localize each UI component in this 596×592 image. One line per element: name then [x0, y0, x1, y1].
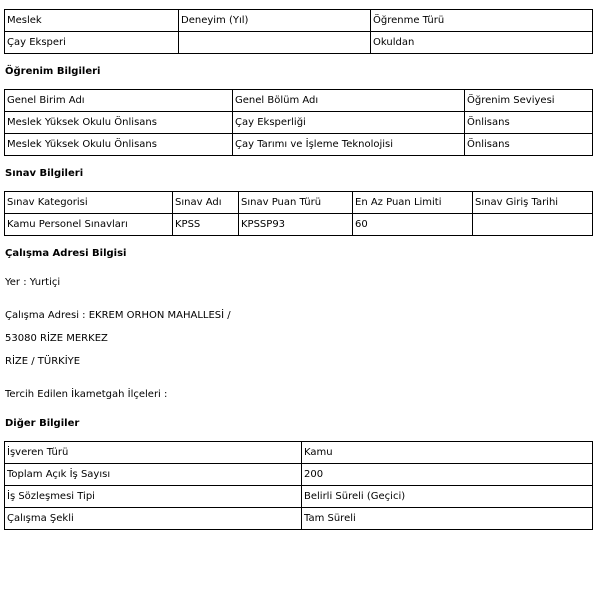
meslek-header: Meslek [5, 10, 179, 32]
table-cell: Çay Eksperliği [233, 112, 465, 134]
table-cell: Kamu Personel Sınavları [5, 214, 173, 236]
sinav-giris-tarihi-header: Sınav Giriş Tarihi [473, 192, 593, 214]
table-row [5, 112, 593, 134]
table-cell: 60 [353, 214, 473, 236]
table-cell: Belirli Süreli (Geçici) [302, 486, 593, 508]
table-cell: İş Sözleşmesi Tipi [5, 486, 302, 508]
job-detail-page [4, 9, 592, 530]
table-cell: Toplam Açık İş Sayısı [5, 464, 302, 486]
tercih-ilceler-text: Tercih Edilen İkametgah İlçeleri : [5, 389, 168, 400]
table-cell: Kamu [302, 442, 593, 464]
table-header-row [5, 90, 593, 112]
sinav-section-title: Sınav Bilgileri [5, 168, 84, 179]
sinav-table [4, 191, 593, 236]
meslek-value: Çay Eksperi [5, 32, 179, 54]
table-row [5, 508, 593, 530]
en-az-puan-header: En Az Puan Limiti [353, 192, 473, 214]
genel-bolum-header: Genel Bölüm Adı [233, 90, 465, 112]
deneyim-value [179, 32, 371, 54]
table-cell: KPSSP93 [239, 214, 353, 236]
sinav-adi-header: Sınav Adı [173, 192, 239, 214]
table-row [5, 442, 593, 464]
table-cell: KPSS [173, 214, 239, 236]
genel-birim-header: Genel Birim Adı [5, 90, 233, 112]
table-cell [473, 214, 593, 236]
table-cell: Tam Süreli [302, 508, 593, 530]
ogrenim-table [4, 89, 593, 156]
table-header-row [5, 10, 593, 32]
sinav-kategorisi-header: Sınav Kategorisi [5, 192, 173, 214]
table-row [5, 214, 593, 236]
ogrenme-turu-header: Öğrenme Türü [371, 10, 593, 32]
ogrenim-seviyesi-header: Öğrenim Seviyesi [465, 90, 593, 112]
table-cell: Önlisans [465, 134, 593, 156]
deneyim-header: Deneyim (Yıl) [179, 10, 371, 32]
diger-section-title: Diğer Bilgiler [5, 418, 80, 429]
table-header-row [5, 192, 593, 214]
table-row [5, 486, 593, 508]
ogrenim-section-title: Öğrenim Bilgileri [5, 66, 101, 77]
table-cell: Çalışma Şekli [5, 508, 302, 530]
table-row [5, 32, 593, 54]
yer-text: Yer : Yurtiçi [5, 277, 61, 288]
calisma-section-title: Çalışma Adresi Bilgisi [5, 248, 127, 259]
meslek-table [4, 9, 593, 54]
table-cell: İşveren Türü [5, 442, 302, 464]
table-cell: Meslek Yüksek Okulu Önlisans [5, 134, 233, 156]
address-line-1: Çalışma Adresi : EKREM ORHON MAHALLESİ / [5, 310, 231, 321]
table-cell: Çay Tarımı ve İşleme Teknolojisi [233, 134, 465, 156]
table-row [5, 134, 593, 156]
address-line-2: 53080 RİZE MERKEZ [5, 333, 108, 344]
table-row [5, 464, 593, 486]
sinav-puan-turu-header: Sınav Puan Türü [239, 192, 353, 214]
table-cell: Önlisans [465, 112, 593, 134]
table-cell: Meslek Yüksek Okulu Önlisans [5, 112, 233, 134]
table-cell: 200 [302, 464, 593, 486]
address-line-3: RİZE / TÜRKİYE [5, 356, 81, 367]
ogrenme-turu-value: Okuldan [371, 32, 593, 54]
diger-table [4, 441, 593, 530]
